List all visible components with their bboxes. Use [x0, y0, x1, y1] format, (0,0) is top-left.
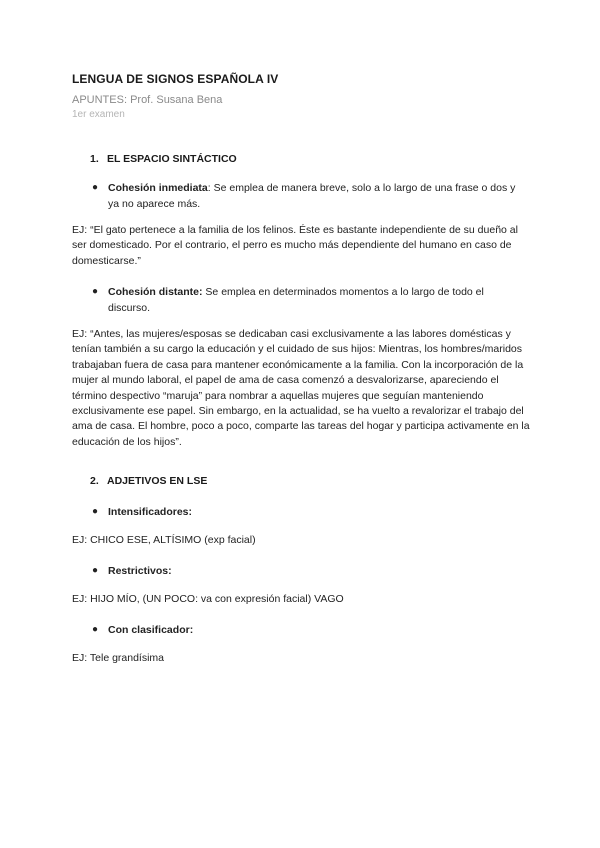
section-1-title: EL ESPACIO SINTÁCTICO [107, 153, 237, 165]
bullet-dot-icon: ● [92, 286, 99, 297]
example-paragraph-2: EJ: “Antes, las mujeres/esposas se dedicaban casi exclusivamente a las labores domésticas y tenían también a su cargo la educación y el cuidado de sus hijos: Mientras, los hombres/maridos trabajaban fuera de casa para mantener económicamente a la familia. Con la incorporación de la mujer al mundo laboral, el papel de ama de casa comenzó a desvalorizarse, apareciendo el término despectivo “maruja” para nombrar a aquellas mujeres que seguían manteniendo exclusivamente ese papel. Sin embargo, en la actualidad, se ha vuelto a revalorizar el trabajo del ama de casa. El hombre, poco a poco, comparte las tareas del hogar y participa activamente en la educación de los hijos”. [72, 328, 530, 448]
section-2-title: ADJETIVOS EN LSE [107, 475, 208, 487]
bullet-cohesion-distante [92, 284, 522, 316]
example-intensificadores: EJ: CHICO ESE, ALTÍSIMO (exp facial) [72, 534, 256, 546]
bullet-restrictivos [92, 563, 522, 579]
document-title: LENGUA DE SIGNOS ESPAÑOLA IV [72, 72, 279, 86]
section-2-heading [90, 475, 207, 487]
document-subtitle: APUNTES: Prof. Susana Bena [72, 94, 223, 106]
section-2-number: 2. [90, 475, 99, 487]
bullet-dot-icon: ● [92, 182, 99, 193]
section-1-heading [90, 153, 237, 165]
bullet-text: : Se emplea de manera breve, solo a lo largo de una frase o dos y ya no aparece más. [108, 182, 516, 210]
bullet-intensificadores [92, 504, 522, 520]
example-restrictivos: EJ: HIJO MÍO, (UN POCO: va con expresión facial) VAGO [72, 593, 344, 605]
bullet-dot-icon: ● [92, 506, 99, 517]
bullet-con-clasificador [92, 622, 522, 638]
bullet-cohesion-inmediata [92, 180, 522, 212]
exam-label: 1er examen [72, 109, 125, 120]
bullet-label: Con clasificador: [108, 624, 194, 636]
example-paragraph-1: EJ: “El gato pertenece a la familia de los felinos. Éste es bastante independiente de su dueño al ser domesticado. Por el contrario, el perro es mucho más dependiente del humano en caso de domesticarse.” [72, 224, 518, 267]
bullet-dot-icon: ● [92, 565, 99, 576]
bullet-label: Restrictivos: [108, 565, 172, 577]
bullet-text: Se emplea en determinados momentos a lo largo de todo el discurso. [108, 286, 484, 314]
bullet-dot-icon: ● [92, 624, 99, 635]
bullet-label: Cohesión distante: [108, 286, 203, 298]
section-1-number: 1. [90, 153, 99, 165]
bullet-label: Intensificadores: [108, 506, 193, 518]
example-con-clasificador: EJ: Tele grandísima [72, 652, 165, 664]
bullet-label: Cohesión inmediata [108, 182, 208, 194]
